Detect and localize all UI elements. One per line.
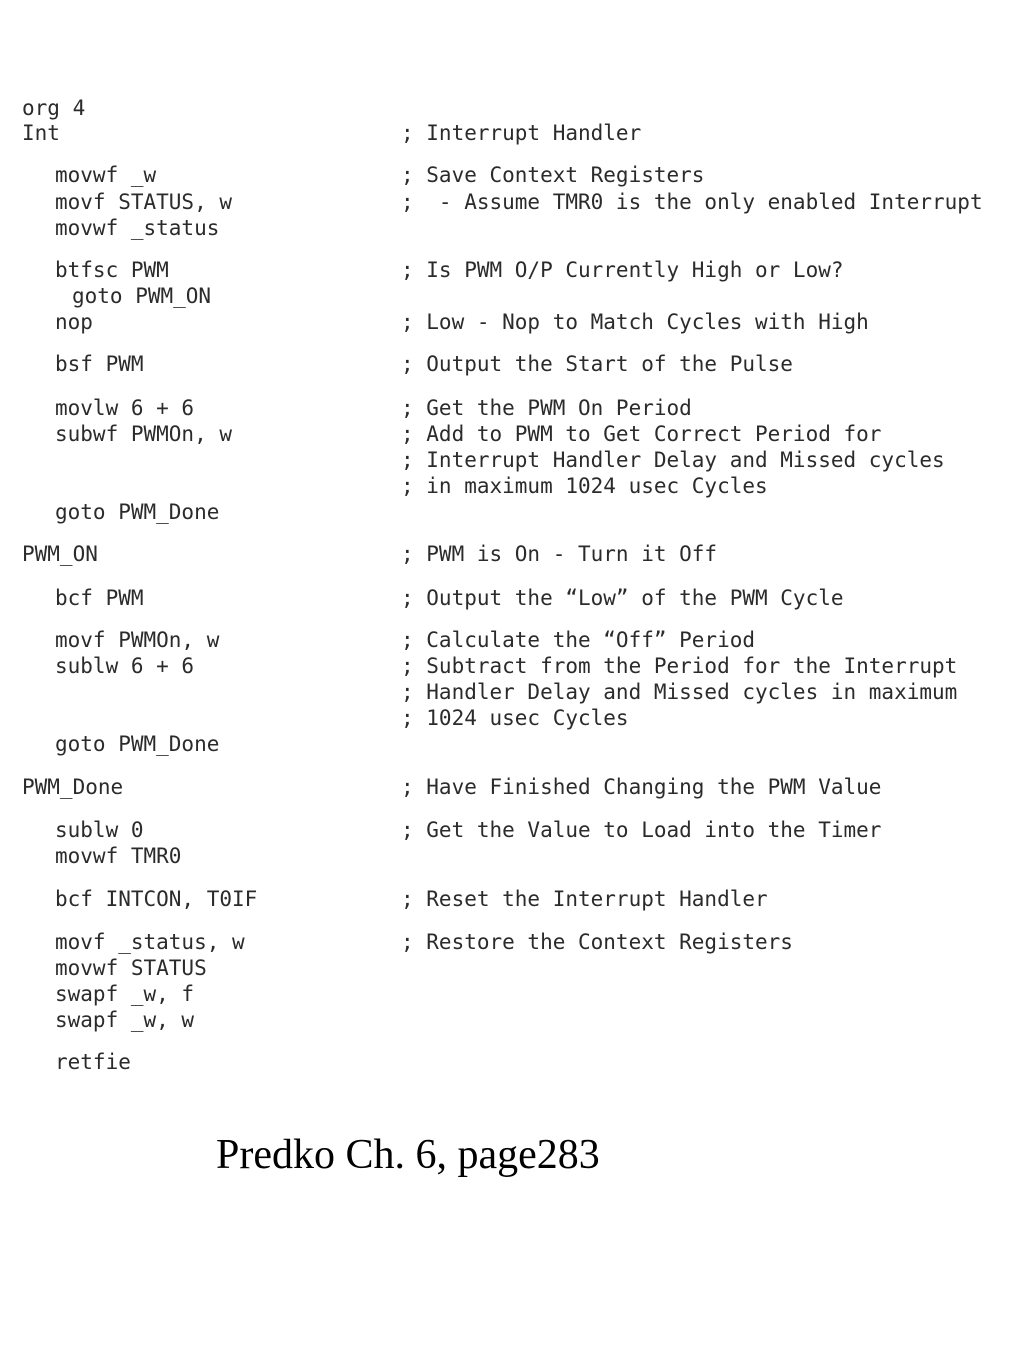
code-instruction: movlw 6 + 6 — [55, 396, 195, 420]
code-instruction: goto PWM_Done — [55, 500, 220, 524]
code-instruction: nop — [55, 310, 93, 334]
code-comment: ; Low - Nop to Match Cycles with High — [401, 310, 869, 334]
code-instruction: movwf TMR0 — [55, 844, 182, 868]
code-instruction: bcf INTCON, T0IF — [55, 887, 258, 911]
code-comment: ; - Assume TMR0 is the only enabled Interrupt — [401, 190, 983, 214]
code-instruction: movwf _status — [55, 216, 220, 240]
code-instruction: PWM_Done — [22, 775, 124, 799]
code-instruction: movf STATUS, w — [55, 190, 233, 214]
page-caption: Predko Ch. 6, page283 — [216, 1132, 600, 1178]
code-instruction: movwf STATUS — [55, 956, 207, 980]
code-comment: ; Output the “Low” of the PWM Cycle — [401, 586, 844, 610]
code-instruction: Int — [22, 121, 60, 145]
code-comment: ; in maximum 1024 usec Cycles — [401, 474, 768, 498]
code-comment: ; Get the PWM On Period — [401, 396, 692, 420]
code-instruction: movf _status, w — [55, 930, 245, 954]
code-instruction: subwf PWMOn, w — [55, 422, 233, 446]
code-comment: ; PWM is On - Turn it Off — [401, 542, 718, 566]
code-comment: ; Get the Value to Load into the Timer — [401, 818, 882, 842]
code-instruction: PWM_ON — [22, 542, 98, 566]
code-instruction: bcf PWM — [55, 586, 144, 610]
code-comment: ; Interrupt Handler — [401, 121, 642, 145]
code-instruction: retfie — [55, 1050, 131, 1074]
code-instruction: btfsc PWM — [55, 258, 169, 282]
code-instruction: sublw 0 — [55, 818, 144, 842]
code-comment: ; 1024 usec Cycles — [401, 706, 629, 730]
code-comment: ; Output the Start of the Pulse — [401, 352, 793, 376]
code-instruction: movwf _w — [55, 163, 157, 187]
code-instruction: sublw 6 + 6 — [55, 654, 195, 678]
code-instruction: goto PWM_ON — [72, 284, 212, 308]
code-comment: ; Save Context Registers — [401, 163, 705, 187]
code-instruction: swapf _w, w — [55, 1008, 195, 1032]
code-comment: ; Handler Delay and Missed cycles in maximum — [401, 680, 958, 704]
code-comment: ; Add to PWM to Get Correct Period for — [401, 422, 882, 446]
code-instruction: bsf PWM — [55, 352, 144, 376]
code-instruction: movf PWMOn, w — [55, 628, 220, 652]
code-comment: ; Reset the Interrupt Handler — [401, 887, 768, 911]
code-comment: ; Subtract from the Period for the Interrupt — [401, 654, 958, 678]
code-comment: ; Calculate the “Off” Period — [401, 628, 756, 652]
code-instruction: org 4 — [22, 96, 86, 120]
code-comment: ; Have Finished Changing the PWM Value — [401, 775, 882, 799]
code-comment: ; Is PWM O/P Currently High or Low? — [401, 258, 844, 282]
code-instruction: goto PWM_Done — [55, 732, 220, 756]
code-comment: ; Interrupt Handler Delay and Missed cycles — [401, 448, 945, 472]
code-comment: ; Restore the Context Registers — [401, 930, 793, 954]
code-instruction: swapf _w, f — [55, 982, 195, 1006]
